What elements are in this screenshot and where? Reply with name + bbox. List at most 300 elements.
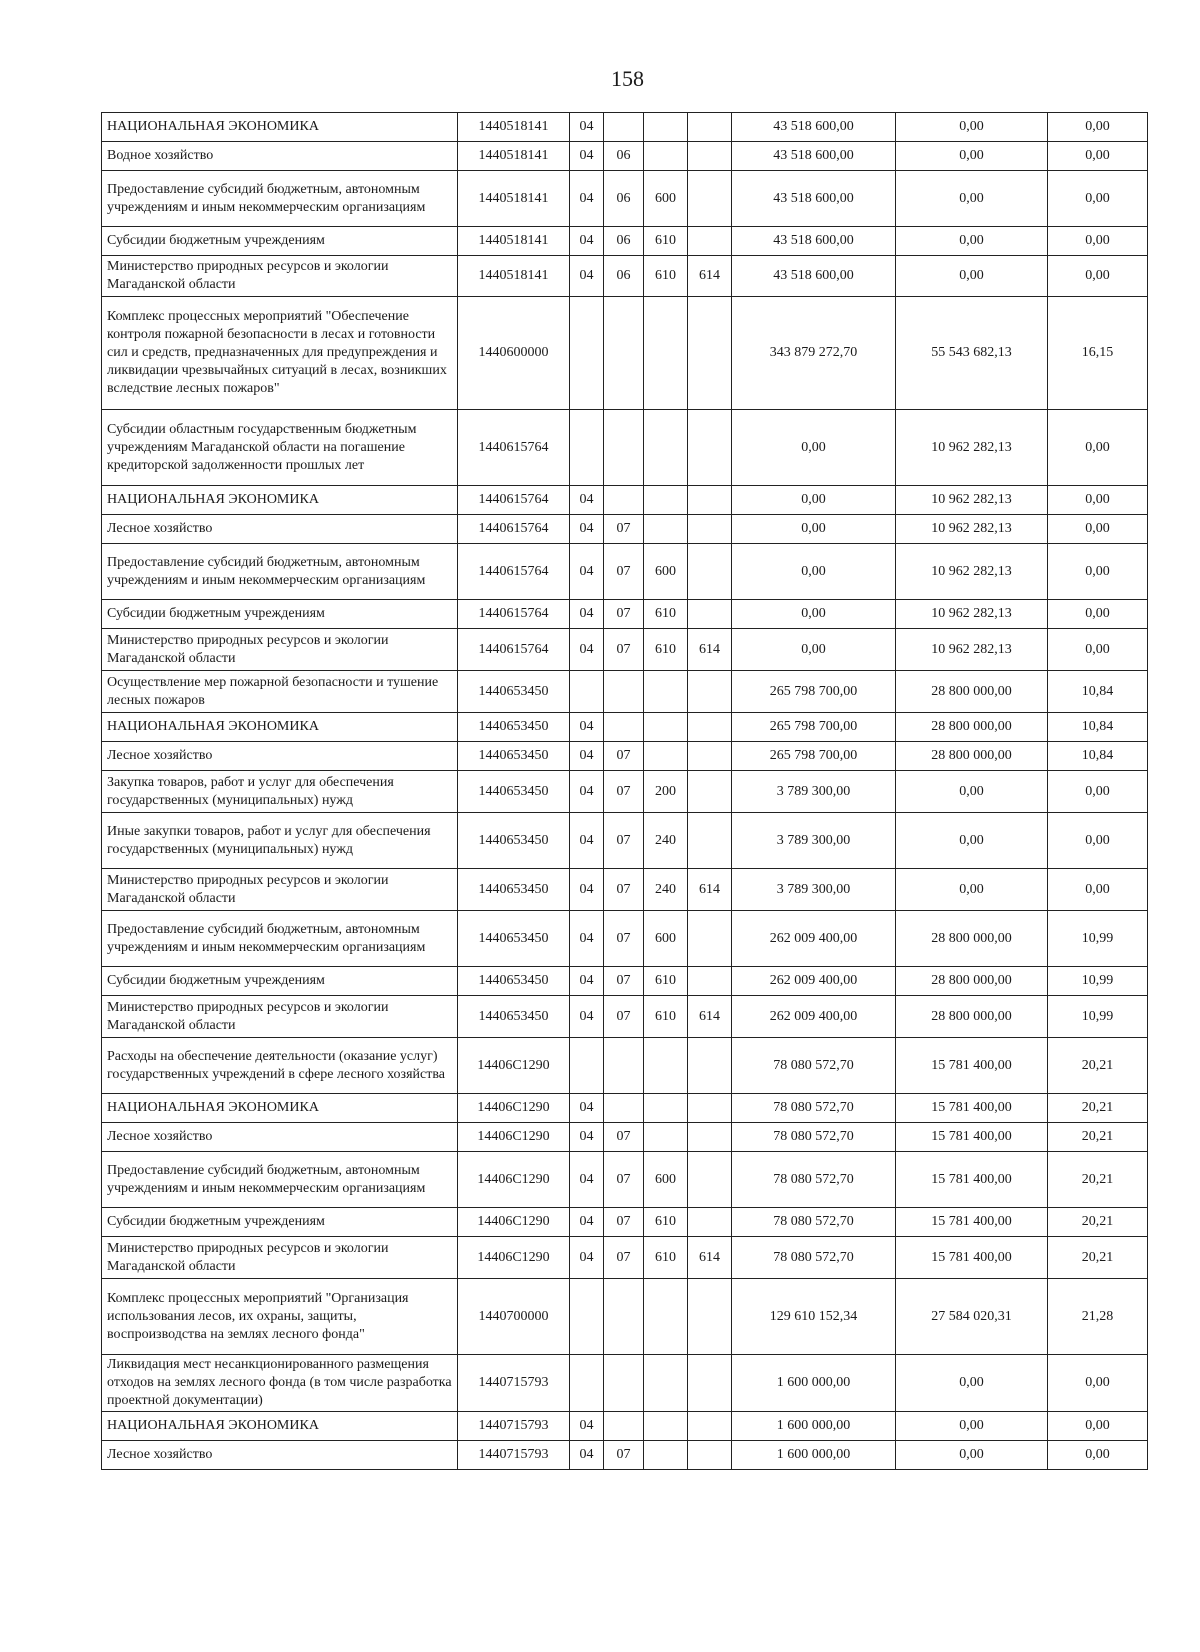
cell-section: 04 (570, 1123, 604, 1152)
page-number: 158 (611, 66, 644, 91)
cell-actual-amount: 27 584 020,31 (896, 1279, 1048, 1355)
cell-planned-amount: 78 080 572,70 (732, 1123, 896, 1152)
cell-subsection: 07 (604, 911, 644, 967)
table-row (102, 813, 1148, 869)
table-row (102, 486, 1148, 515)
cell-administrator: 614 (688, 996, 732, 1038)
cell-percent: 0,00 (1048, 171, 1148, 227)
cell-expense-type: 240 (644, 869, 688, 911)
table-row (102, 297, 1148, 410)
table-row (102, 171, 1148, 227)
cell-actual-amount: 55 543 682,13 (896, 297, 1048, 410)
table-row (102, 113, 1148, 142)
cell-planned-amount: 1 600 000,00 (732, 1441, 896, 1470)
table-row (102, 410, 1148, 486)
cell-subsection: 07 (604, 813, 644, 869)
table-row (102, 911, 1148, 967)
cell-actual-amount: 0,00 (896, 256, 1048, 297)
cell-expense-type: 610 (644, 1237, 688, 1279)
cell-planned-amount: 129 610 152,34 (732, 1279, 896, 1355)
cell-section: 04 (570, 869, 604, 911)
cell-actual-amount: 0,00 (896, 142, 1048, 171)
cell-section: 04 (570, 486, 604, 515)
cell-planned-amount: 1 600 000,00 (732, 1412, 896, 1441)
cell-actual-amount: 0,00 (896, 1441, 1048, 1470)
cell-actual-amount: 28 800 000,00 (896, 742, 1048, 771)
cell-section: 04 (570, 113, 604, 142)
cell-actual-amount: 15 781 400,00 (896, 1208, 1048, 1237)
cell-subsection: 06 (604, 142, 644, 171)
cell-section: 04 (570, 142, 604, 171)
cell-actual-amount: 28 800 000,00 (896, 996, 1048, 1038)
cell-percent: 20,21 (1048, 1038, 1148, 1094)
cell-expense-type (644, 671, 688, 713)
cell-administrator (688, 1094, 732, 1123)
cell-name: Лесное хозяйство (102, 742, 458, 771)
cell-target-article: 1440615764 (458, 410, 570, 486)
cell-subsection (604, 713, 644, 742)
table-row (102, 671, 1148, 713)
cell-planned-amount: 3 789 300,00 (732, 771, 896, 813)
table-row (102, 629, 1148, 671)
cell-target-article: 1440653450 (458, 713, 570, 742)
cell-target-article: 1440653450 (458, 869, 570, 911)
cell-actual-amount: 0,00 (896, 771, 1048, 813)
cell-name: Субсидии бюджетным учреждениям (102, 600, 458, 629)
cell-planned-amount: 265 798 700,00 (732, 671, 896, 713)
table-row (102, 742, 1148, 771)
cell-expense-type (644, 1355, 688, 1412)
cell-name: НАЦИОНАЛЬНАЯ ЭКОНОМИКА (102, 1094, 458, 1123)
cell-name: Иные закупки товаров, работ и услуг для обеспечения государственных (муниципальных) нужд (102, 813, 458, 869)
cell-name: Закупка товаров, работ и услуг для обеспечения государственных (муниципальных) нужд (102, 771, 458, 813)
cell-subsection (604, 486, 644, 515)
cell-subsection: 07 (604, 629, 644, 671)
cell-section: 04 (570, 544, 604, 600)
cell-target-article: 1440653450 (458, 911, 570, 967)
cell-expense-type: 200 (644, 771, 688, 813)
cell-expense-type (644, 1094, 688, 1123)
cell-planned-amount: 43 518 600,00 (732, 256, 896, 297)
table-row (102, 256, 1148, 297)
cell-name: Министерство природных ресурсов и экологии Магаданской области (102, 869, 458, 911)
cell-administrator (688, 1441, 732, 1470)
cell-expense-type: 610 (644, 996, 688, 1038)
cell-expense-type: 610 (644, 600, 688, 629)
cell-percent: 0,00 (1048, 1441, 1148, 1470)
table-row (102, 1412, 1148, 1441)
cell-percent: 0,00 (1048, 869, 1148, 911)
table-row (102, 713, 1148, 742)
cell-administrator (688, 713, 732, 742)
cell-subsection: 07 (604, 967, 644, 996)
cell-planned-amount: 78 080 572,70 (732, 1038, 896, 1094)
table-row (102, 1237, 1148, 1279)
cell-expense-type (644, 713, 688, 742)
cell-name: Комплекс процессных мероприятий "Обеспечение контроля пожарной безопасности в лесах и готовности сил и средств, предназначенных для предупреждения и ликвидации чрезвычайных ситуаций в лесах, возникших вследствие лесных пожаров" (102, 297, 458, 410)
cell-section: 04 (570, 713, 604, 742)
cell-target-article: 1440715793 (458, 1441, 570, 1470)
table-row (102, 227, 1148, 256)
cell-subsection: 07 (604, 869, 644, 911)
cell-administrator (688, 544, 732, 600)
cell-actual-amount: 0,00 (896, 813, 1048, 869)
table-row (102, 1279, 1148, 1355)
cell-name: Предоставление субсидий бюджетным, автономным учреждениям и иным некоммерческим организациям (102, 1152, 458, 1208)
cell-target-article: 1440518141 (458, 142, 570, 171)
cell-administrator: 614 (688, 869, 732, 911)
cell-name: НАЦИОНАЛЬНАЯ ЭКОНОМИКА (102, 713, 458, 742)
cell-expense-type (644, 297, 688, 410)
cell-actual-amount: 0,00 (896, 113, 1048, 142)
cell-target-article: 14406С1290 (458, 1208, 570, 1237)
cell-target-article: 1440715793 (458, 1355, 570, 1412)
cell-actual-amount: 0,00 (896, 869, 1048, 911)
cell-actual-amount: 0,00 (896, 227, 1048, 256)
table-body (102, 113, 1148, 1470)
cell-administrator (688, 142, 732, 171)
table-row (102, 869, 1148, 911)
cell-name: Субсидии областным государственным бюджетным учреждениям Магаданской области на погашение кредиторской задолженности прошлых лет (102, 410, 458, 486)
cell-administrator (688, 1208, 732, 1237)
table-row (102, 544, 1148, 600)
cell-planned-amount: 43 518 600,00 (732, 142, 896, 171)
cell-actual-amount: 10 962 282,13 (896, 410, 1048, 486)
cell-actual-amount: 15 781 400,00 (896, 1123, 1048, 1152)
cell-target-article: 1440653450 (458, 813, 570, 869)
cell-name: Субсидии бюджетным учреждениям (102, 1208, 458, 1237)
cell-planned-amount: 265 798 700,00 (732, 713, 896, 742)
cell-actual-amount: 28 800 000,00 (896, 967, 1048, 996)
cell-actual-amount: 10 962 282,13 (896, 515, 1048, 544)
cell-administrator (688, 410, 732, 486)
cell-expense-type (644, 742, 688, 771)
cell-name: Лесное хозяйство (102, 1441, 458, 1470)
cell-percent: 16,15 (1048, 297, 1148, 410)
cell-expense-type: 600 (644, 544, 688, 600)
cell-percent: 0,00 (1048, 771, 1148, 813)
cell-section: 04 (570, 813, 604, 869)
cell-percent: 21,28 (1048, 1279, 1148, 1355)
cell-administrator (688, 771, 732, 813)
cell-percent: 0,00 (1048, 629, 1148, 671)
cell-percent: 10,84 (1048, 713, 1148, 742)
cell-target-article: 1440653450 (458, 742, 570, 771)
cell-actual-amount: 15 781 400,00 (896, 1094, 1048, 1123)
cell-subsection (604, 1355, 644, 1412)
budget-execution-table (101, 112, 1148, 1470)
cell-expense-type (644, 1279, 688, 1355)
cell-expense-type: 600 (644, 1152, 688, 1208)
cell-expense-type: 610 (644, 629, 688, 671)
cell-section (570, 410, 604, 486)
cell-expense-type (644, 1412, 688, 1441)
cell-subsection (604, 1279, 644, 1355)
cell-target-article: 14406С1290 (458, 1237, 570, 1279)
cell-target-article: 1440518141 (458, 171, 570, 227)
cell-actual-amount: 15 781 400,00 (896, 1038, 1048, 1094)
cell-expense-type (644, 515, 688, 544)
cell-subsection (604, 671, 644, 713)
cell-planned-amount: 0,00 (732, 600, 896, 629)
cell-target-article: 1440615764 (458, 600, 570, 629)
cell-percent: 0,00 (1048, 227, 1148, 256)
cell-subsection: 07 (604, 1237, 644, 1279)
cell-target-article: 1440653450 (458, 996, 570, 1038)
cell-actual-amount: 0,00 (896, 171, 1048, 227)
cell-planned-amount: 3 789 300,00 (732, 869, 896, 911)
table-row (102, 142, 1148, 171)
cell-expense-type (644, 1123, 688, 1152)
cell-percent: 10,99 (1048, 967, 1148, 996)
cell-subsection: 07 (604, 771, 644, 813)
cell-name: Предоставление субсидий бюджетным, автономным учреждениям и иным некоммерческим организациям (102, 171, 458, 227)
cell-name: Лесное хозяйство (102, 1123, 458, 1152)
cell-planned-amount: 78 080 572,70 (732, 1094, 896, 1123)
cell-administrator (688, 227, 732, 256)
cell-target-article: 14406С1290 (458, 1038, 570, 1094)
cell-percent: 0,00 (1048, 486, 1148, 515)
cell-administrator (688, 1412, 732, 1441)
cell-percent: 0,00 (1048, 1412, 1148, 1441)
cell-target-article: 14406С1290 (458, 1094, 570, 1123)
cell-planned-amount: 0,00 (732, 629, 896, 671)
cell-target-article: 14406С1290 (458, 1152, 570, 1208)
cell-subsection (604, 1412, 644, 1441)
cell-expense-type (644, 1038, 688, 1094)
cell-subsection: 06 (604, 256, 644, 297)
cell-expense-type: 600 (644, 911, 688, 967)
cell-section: 04 (570, 1094, 604, 1123)
cell-section: 04 (570, 171, 604, 227)
table-row (102, 515, 1148, 544)
cell-percent: 0,00 (1048, 113, 1148, 142)
cell-target-article: 1440615764 (458, 515, 570, 544)
cell-expense-type (644, 410, 688, 486)
cell-section (570, 1355, 604, 1412)
cell-name: Предоставление субсидий бюджетным, автономным учреждениям и иным некоммерческим организациям (102, 911, 458, 967)
table-row (102, 1038, 1148, 1094)
cell-administrator (688, 1355, 732, 1412)
cell-name: Субсидии бюджетным учреждениям (102, 227, 458, 256)
cell-target-article: 1440715793 (458, 1412, 570, 1441)
cell-planned-amount: 262 009 400,00 (732, 911, 896, 967)
cell-name: Министерство природных ресурсов и экологии Магаданской области (102, 256, 458, 297)
cell-administrator: 614 (688, 629, 732, 671)
cell-administrator (688, 911, 732, 967)
cell-planned-amount: 78 080 572,70 (732, 1208, 896, 1237)
cell-actual-amount: 10 962 282,13 (896, 629, 1048, 671)
cell-subsection: 07 (604, 742, 644, 771)
cell-percent: 0,00 (1048, 410, 1148, 486)
cell-section: 04 (570, 600, 604, 629)
cell-target-article: 1440653450 (458, 967, 570, 996)
cell-section: 04 (570, 1237, 604, 1279)
cell-administrator (688, 671, 732, 713)
cell-expense-type (644, 113, 688, 142)
cell-section (570, 297, 604, 410)
cell-target-article: 14406С1290 (458, 1123, 570, 1152)
cell-subsection: 07 (604, 1208, 644, 1237)
cell-planned-amount: 43 518 600,00 (732, 227, 896, 256)
cell-section: 04 (570, 1412, 604, 1441)
cell-section: 04 (570, 515, 604, 544)
cell-section: 04 (570, 771, 604, 813)
cell-name: Министерство природных ресурсов и экологии Магаданской области (102, 629, 458, 671)
cell-name: Водное хозяйство (102, 142, 458, 171)
table-row (102, 1094, 1148, 1123)
cell-actual-amount: 10 962 282,13 (896, 600, 1048, 629)
cell-administrator (688, 113, 732, 142)
cell-name: Осуществление мер пожарной безопасности и тушение лесных пожаров (102, 671, 458, 713)
cell-planned-amount: 262 009 400,00 (732, 996, 896, 1038)
cell-subsection: 07 (604, 515, 644, 544)
cell-subsection (604, 1094, 644, 1123)
cell-planned-amount: 262 009 400,00 (732, 967, 896, 996)
cell-target-article: 1440518141 (458, 113, 570, 142)
cell-section: 04 (570, 911, 604, 967)
cell-expense-type: 610 (644, 256, 688, 297)
cell-administrator: 614 (688, 256, 732, 297)
cell-name: НАЦИОНАЛЬНАЯ ЭКОНОМИКА (102, 1412, 458, 1441)
cell-target-article: 1440615764 (458, 544, 570, 600)
cell-administrator (688, 1279, 732, 1355)
cell-subsection: 07 (604, 600, 644, 629)
cell-administrator (688, 600, 732, 629)
cell-percent: 0,00 (1048, 515, 1148, 544)
cell-subsection: 07 (604, 1123, 644, 1152)
cell-percent: 0,00 (1048, 1355, 1148, 1412)
cell-target-article: 1440615764 (458, 486, 570, 515)
cell-percent: 10,99 (1048, 911, 1148, 967)
cell-target-article: 1440653450 (458, 671, 570, 713)
cell-percent: 10,84 (1048, 671, 1148, 713)
cell-percent: 0,00 (1048, 544, 1148, 600)
cell-name: НАЦИОНАЛЬНАЯ ЭКОНОМИКА (102, 113, 458, 142)
table-row (102, 1123, 1148, 1152)
cell-section (570, 1038, 604, 1094)
cell-planned-amount: 265 798 700,00 (732, 742, 896, 771)
table-row (102, 967, 1148, 996)
cell-section: 04 (570, 1441, 604, 1470)
cell-actual-amount: 28 800 000,00 (896, 671, 1048, 713)
cell-administrator (688, 171, 732, 227)
cell-subsection: 07 (604, 996, 644, 1038)
cell-administrator (688, 1152, 732, 1208)
cell-administrator (688, 515, 732, 544)
cell-target-article: 1440700000 (458, 1279, 570, 1355)
table-row (102, 996, 1148, 1038)
cell-subsection (604, 1038, 644, 1094)
cell-name: Лесное хозяйство (102, 515, 458, 544)
cell-expense-type: 610 (644, 1208, 688, 1237)
cell-subsection: 06 (604, 171, 644, 227)
cell-administrator (688, 297, 732, 410)
cell-expense-type: 610 (644, 967, 688, 996)
cell-target-article: 1440615764 (458, 629, 570, 671)
cell-planned-amount: 78 080 572,70 (732, 1152, 896, 1208)
cell-name: Ликвидация мест несанкционированного размещения отходов на землях лесного фонда (в том числе разработка проектной документации) (102, 1355, 458, 1412)
cell-subsection: 07 (604, 544, 644, 600)
cell-percent: 0,00 (1048, 142, 1148, 171)
cell-administrator (688, 813, 732, 869)
cell-subsection (604, 297, 644, 410)
cell-planned-amount: 0,00 (732, 515, 896, 544)
table-row (102, 771, 1148, 813)
cell-administrator (688, 486, 732, 515)
cell-actual-amount: 15 781 400,00 (896, 1152, 1048, 1208)
cell-section: 04 (570, 256, 604, 297)
cell-section (570, 1279, 604, 1355)
cell-name: Расходы на обеспечение деятельности (оказание услуг) государственных учреждений в сфере лесного хозяйства (102, 1038, 458, 1094)
cell-target-article: 1440518141 (458, 256, 570, 297)
cell-target-article: 1440600000 (458, 297, 570, 410)
cell-actual-amount: 28 800 000,00 (896, 911, 1048, 967)
cell-name: Комплекс процессных мероприятий "Организация использования лесов, их охраны, защиты, воспроизводства на землях лесного фонда" (102, 1279, 458, 1355)
cell-percent: 0,00 (1048, 600, 1148, 629)
table-row (102, 1441, 1148, 1470)
cell-percent: 20,21 (1048, 1152, 1148, 1208)
cell-expense-type (644, 142, 688, 171)
cell-name: Министерство природных ресурсов и экологии Магаданской области (102, 996, 458, 1038)
cell-administrator (688, 1123, 732, 1152)
cell-target-article: 1440653450 (458, 771, 570, 813)
cell-administrator (688, 742, 732, 771)
table-row (102, 1355, 1148, 1412)
cell-percent: 20,21 (1048, 1123, 1148, 1152)
cell-planned-amount: 1 600 000,00 (732, 1355, 896, 1412)
cell-percent: 10,84 (1048, 742, 1148, 771)
table-row (102, 1152, 1148, 1208)
cell-percent: 0,00 (1048, 256, 1148, 297)
cell-section: 04 (570, 629, 604, 671)
cell-actual-amount: 0,00 (896, 1355, 1048, 1412)
cell-section: 04 (570, 967, 604, 996)
cell-planned-amount: 43 518 600,00 (732, 113, 896, 142)
cell-percent: 0,00 (1048, 813, 1148, 869)
cell-expense-type: 600 (644, 171, 688, 227)
table-row (102, 600, 1148, 629)
cell-actual-amount: 10 962 282,13 (896, 486, 1048, 515)
table-row (102, 1208, 1148, 1237)
cell-planned-amount: 0,00 (732, 486, 896, 515)
cell-percent: 10,99 (1048, 996, 1148, 1038)
cell-expense-type (644, 486, 688, 515)
cell-percent: 20,21 (1048, 1094, 1148, 1123)
cell-name: Предоставление субсидий бюджетным, автономным учреждениям и иным некоммерческим организациям (102, 544, 458, 600)
cell-expense-type (644, 1441, 688, 1470)
cell-section: 04 (570, 996, 604, 1038)
cell-planned-amount: 43 518 600,00 (732, 171, 896, 227)
cell-subsection: 06 (604, 227, 644, 256)
cell-administrator (688, 967, 732, 996)
cell-section (570, 671, 604, 713)
cell-name: Министерство природных ресурсов и экологии Магаданской области (102, 1237, 458, 1279)
cell-subsection (604, 410, 644, 486)
cell-subsection (604, 113, 644, 142)
cell-planned-amount: 0,00 (732, 544, 896, 600)
cell-percent: 20,21 (1048, 1237, 1148, 1279)
cell-section: 04 (570, 227, 604, 256)
cell-actual-amount: 15 781 400,00 (896, 1237, 1048, 1279)
cell-name: НАЦИОНАЛЬНАЯ ЭКОНОМИКА (102, 486, 458, 515)
cell-actual-amount: 28 800 000,00 (896, 713, 1048, 742)
cell-expense-type: 240 (644, 813, 688, 869)
cell-planned-amount: 343 879 272,70 (732, 297, 896, 410)
cell-section: 04 (570, 742, 604, 771)
cell-percent: 20,21 (1048, 1208, 1148, 1237)
cell-section: 04 (570, 1208, 604, 1237)
